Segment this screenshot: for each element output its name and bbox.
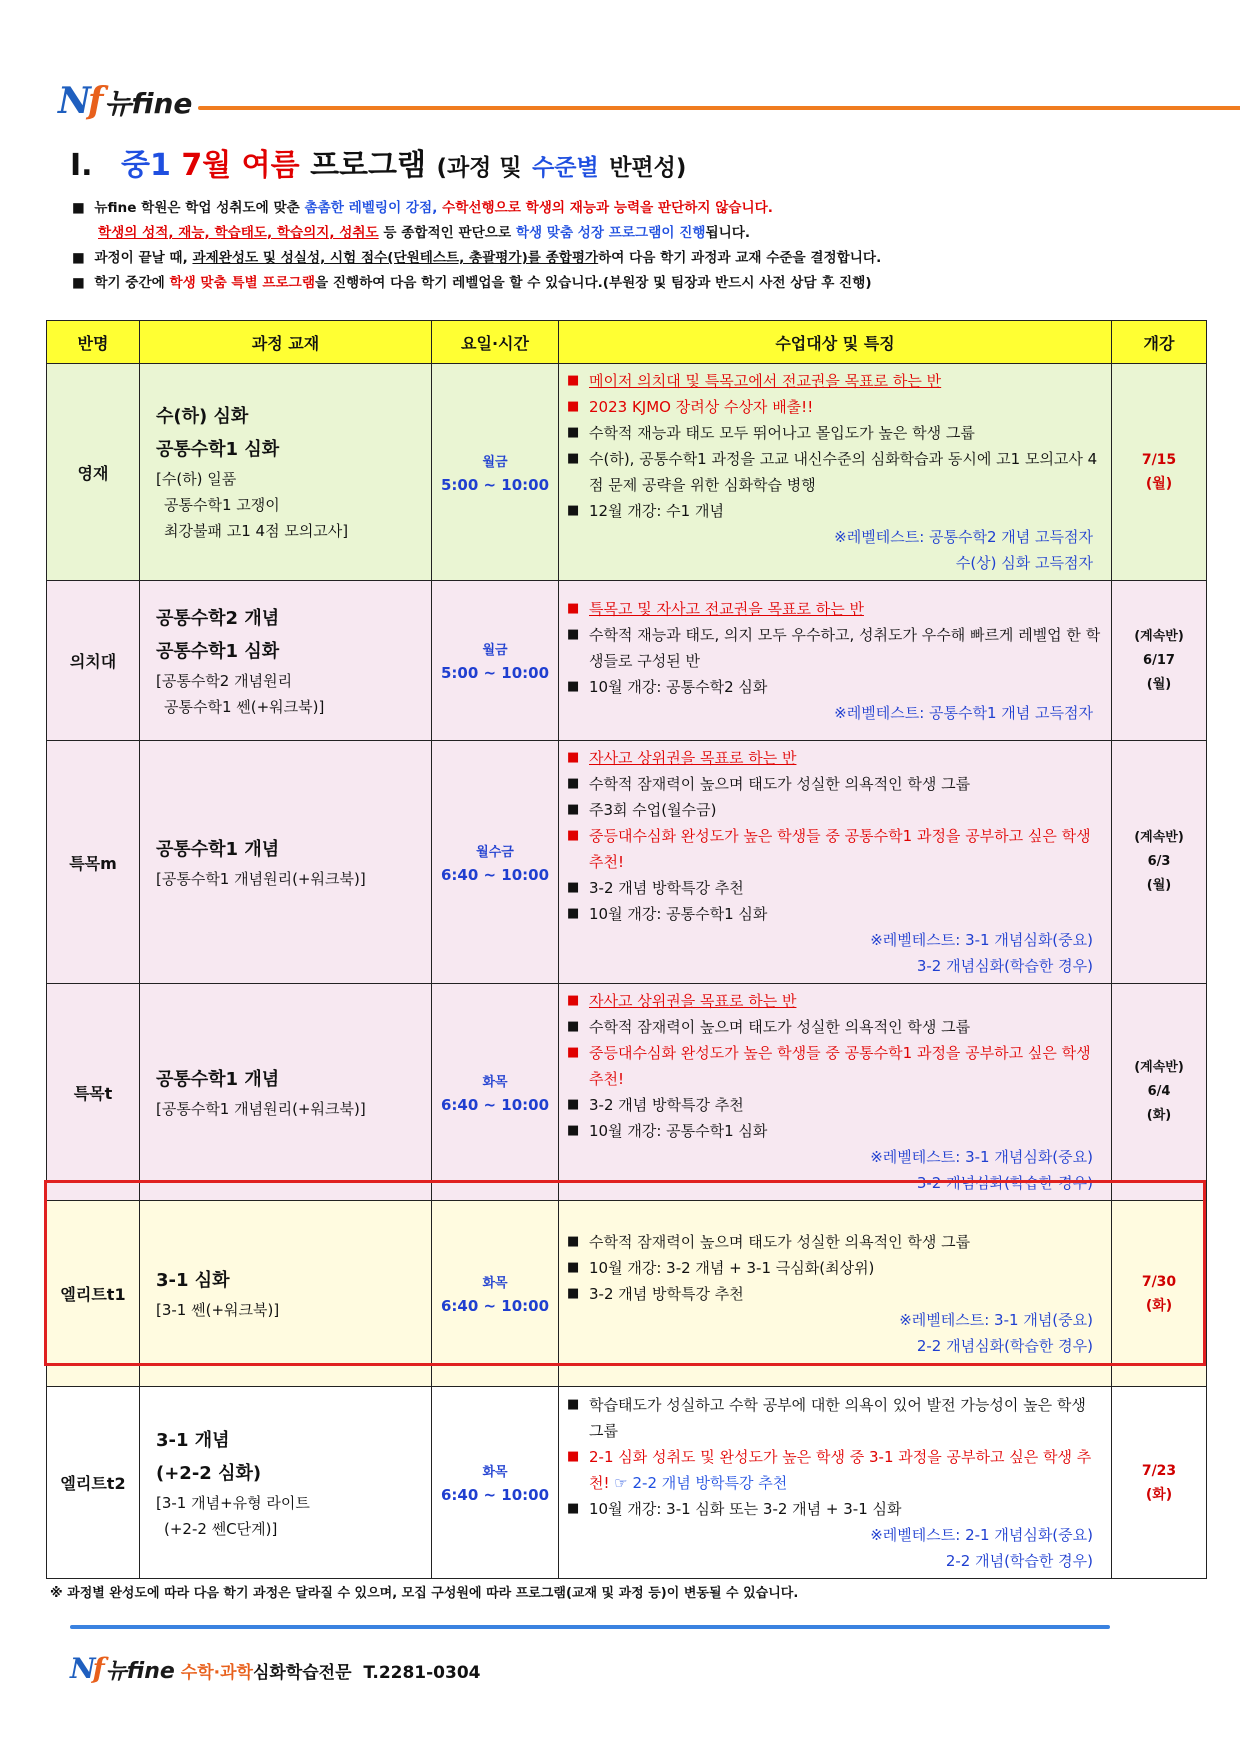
class-days: 화목	[482, 1074, 508, 1090]
level-test: 3-2 개념심화(학습한 경우)	[916, 957, 1093, 975]
note-2: ■ 과정이 끝날 때, 과제완성도 및 성실성, 시험 점수(단원테스트, 총괄평가)를 종합평가하여 다음 학기 과정과 교재 수준을 결정합니다.	[72, 250, 882, 266]
course-title: 공통수학2 개념	[156, 607, 280, 629]
logo-mark: Nf	[58, 80, 101, 122]
class-hours: 6:40 ~ 10:00	[440, 1095, 550, 1114]
course-title: 공통수학1 개념	[156, 1068, 280, 1090]
feature-item: ■ 10월 개강: 3-2 개념 + 3-1 극심화(최상위)	[567, 1255, 1101, 1281]
feature-item: ■ 3-2 개념 방학특강 추천	[567, 1281, 1101, 1307]
intro-notes	[72, 196, 1172, 296]
table-row	[47, 741, 1207, 984]
features-cell	[559, 364, 1112, 581]
textbook-name: 공통수학1 고쟁이	[164, 496, 280, 514]
textbook-name: [3-1 개념+유형 라이트	[156, 1493, 310, 1512]
level-test: ※레벨테스트: 3-1 개념심화(중요)	[870, 1148, 1093, 1166]
start-date: 7/23 (화)	[1112, 1387, 1207, 1579]
class-days: 화목	[482, 1465, 508, 1480]
level-test: ※레벨테스트: 공통수학1 개념 고득점자	[834, 703, 1093, 722]
schedule-table	[46, 320, 1207, 1579]
schedule-time	[432, 581, 559, 741]
textbook-name: [공통수학1 개념원리(+워크북)]	[156, 869, 366, 888]
level-test: 2-2 개념심화(학습한 경우)	[916, 1336, 1093, 1355]
textbook-cell	[140, 1201, 432, 1387]
level-test: ※레벨테스트: 3-1 개념(중요)	[899, 1310, 1093, 1329]
class-days: 월수금	[476, 844, 514, 860]
feature-item: ■ 수학적 잠재력이 높으며 태도가 성실한 의욕적인 학생 그룹	[567, 771, 1101, 797]
title-grade: 중1	[121, 148, 171, 183]
feature-item: ■ 자사고 상위권을 목표로 하는 반	[567, 988, 1101, 1014]
note-1b: 학생의 성적, 재능, 학습태도, 학습의지, 성취도 등 종합적인 판단으로 학생 맞춤 성장 프로그램이 진행됩니다.	[98, 225, 751, 241]
class-days: 월금	[482, 454, 508, 470]
class-hours: 6:40 ~ 10:00	[440, 1297, 550, 1315]
table-row	[47, 984, 1207, 1201]
title-program: 프로그램	[310, 148, 426, 183]
class-hours: 6:40 ~ 10:00	[440, 1486, 550, 1504]
textbook-cell	[140, 581, 432, 741]
feature-item: ■ 12월 개강: 수1 개념	[567, 498, 1101, 524]
feature-item: ■ 10월 개강: 공통수학1 심화	[567, 901, 1101, 927]
class-name: 특목t	[47, 984, 140, 1201]
footer-tagline: 수학·과학심화학습전문 T.2281-0304	[180, 1663, 481, 1683]
col-header-features: 수업대상 및 특징	[559, 321, 1112, 364]
col-header-open: 개강	[1112, 321, 1207, 364]
textbook-cell	[140, 741, 432, 984]
feature-item: ■ 메이저 의치대 및 특목고에서 전교권을 목표로 하는 반	[567, 368, 1101, 394]
textbook-name: 공통수학1 쎈(+워크북)]	[164, 697, 325, 716]
level-test: 3-2 개념심화(학습한 경우)	[916, 1174, 1093, 1192]
start-date: 7/15 (월)	[1112, 364, 1207, 581]
footnote: ※ 과정별 완성도에 따라 다음 학기 과정은 달라질 수 있으며, 모집 구성원에 따라 프로그램(교재 및 과정 등)이 변동될 수 있습니다.	[50, 1586, 799, 1601]
textbook-name: [공통수학1 개념원리(+워크북)]	[156, 1099, 366, 1118]
class-hours: 6:40 ~ 10:00	[440, 865, 550, 884]
level-test: ※레벨테스트: 2-1 개념심화(중요)	[870, 1525, 1093, 1544]
schedule-time	[432, 984, 559, 1201]
col-header-class: 반명	[47, 321, 140, 364]
footer	[70, 1652, 481, 1685]
schedule-time	[432, 1387, 559, 1579]
features-cell	[559, 741, 1112, 984]
footer-phone: T.2281-0304	[363, 1663, 481, 1683]
title-numeral: Ⅰ.	[70, 148, 93, 183]
class-name: 특목m	[47, 741, 140, 984]
level-test: 수(상) 심화 고득점자	[955, 554, 1093, 572]
feature-item: ■ 10월 개강: 공통수학1 심화	[567, 1118, 1101, 1144]
start-date: (계속반) 6/3 (월)	[1112, 741, 1207, 984]
textbook-name: [수(하) 일품	[156, 470, 237, 488]
feature-item: ■ 수학적 재능과 태도, 의지 모두 우수하고, 성취도가 우수해 빠르게 레벨업 한 학생들로 구성된 반	[567, 622, 1101, 674]
feature-item: ■ 3-2 개념 방학특강 추천	[567, 1092, 1101, 1118]
textbook-name: (+2-2 쎈C단계)]	[164, 1519, 278, 1538]
footer-logo-text: 뉴fine	[105, 1659, 175, 1684]
feature-item: ■ 학습태도가 성실하고 수학 공부에 대한 의욕이 있어 발전 가능성이 높은 학생 그룹	[567, 1392, 1101, 1444]
note-1: ■ 뉴fine 학원은 학업 성취도에 맞춘 촘촘한 레벨링이 강점, 수학선행으로 학생의 재능과 능력을 판단하지 않습니다.	[72, 200, 773, 216]
course-title: 공통수학1 심화	[156, 439, 280, 460]
feature-item: ■ 특목고 및 자사고 전교권을 목표로 하는 반	[567, 596, 1101, 622]
level-test: 2-2 개념(학습한 경우)	[945, 1551, 1093, 1570]
start-date: (계속반) 6/17 (월)	[1112, 581, 1207, 741]
features-cell	[559, 1387, 1112, 1579]
course-title: (+2-2 심화)	[156, 1462, 262, 1484]
feature-item: ■ 중등대수심화 완성도가 높은 학생들 중 공통수학1 과정을 공부하고 싶은 학생 추천!	[567, 1040, 1101, 1092]
class-hours: 5:00 ~ 10:00	[440, 664, 550, 682]
course-title: 수(하) 심화	[156, 406, 249, 427]
features-cell	[559, 1201, 1112, 1387]
feature-item: ■ 2023 KJMO 장려상 수상자 배출!!	[567, 394, 1101, 420]
footer-logo-mark: Nf	[70, 1652, 102, 1685]
col-header-book: 과정 교재	[140, 321, 432, 364]
class-name: 영재	[47, 364, 140, 581]
title-sub-close: 반편성)	[609, 155, 687, 181]
start-date: 7/30 (화)	[1112, 1201, 1207, 1387]
logo-text: 뉴fine	[104, 87, 193, 120]
header	[58, 80, 1208, 120]
textbook-cell	[140, 1387, 432, 1579]
header-divider	[198, 106, 1240, 110]
class-name: 엘리트t2	[47, 1387, 140, 1579]
schedule-time	[432, 1201, 559, 1387]
features-cell	[559, 984, 1112, 1201]
table-row	[47, 364, 1207, 581]
title-sub-level: 수준별	[532, 155, 599, 181]
feature-item: ■ 10월 개강: 3-1 심화 또는 3-2 개념 + 3-1 심화	[567, 1496, 1101, 1522]
class-days: 월금	[482, 643, 508, 658]
class-name: 엘리트t1	[47, 1201, 140, 1387]
feature-item: ■ 수학적 재능과 태도 모두 뛰어나고 몰입도가 높은 학생 그룹	[567, 420, 1101, 446]
feature-item: ■ 수(하), 공통수학1 과정을 고교 내신수준의 심화학습과 동시에 고1 모의고사 4점 문제 공략을 위한 심화학습 병행	[567, 446, 1101, 498]
page-title	[70, 140, 686, 184]
feature-item: ■ 수학적 잠재력이 높으며 태도가 성실한 의욕적인 학생 그룹	[567, 1014, 1101, 1040]
class-name: 의치대	[47, 581, 140, 741]
feature-item: ■ 중등대수심화 완성도가 높은 학생들 중 공통수학1 과정을 공부하고 싶은 학생 추천!	[567, 823, 1101, 875]
table-row	[47, 1387, 1207, 1579]
brand-logo	[58, 80, 192, 122]
feature-item: ■ 10월 개강: 공통수학2 심화	[567, 674, 1101, 700]
table-header-row	[47, 321, 1207, 364]
course-title: 공통수학1 개념	[156, 838, 280, 860]
feature-item: ■ 수학적 잠재력이 높으며 태도가 성실한 의욕적인 학생 그룹	[567, 1229, 1101, 1255]
textbook-name: 최강불패 고1 4점 모의고사]	[164, 522, 349, 540]
schedule-time	[432, 364, 559, 581]
level-test: ※레벨테스트: 3-1 개념심화(중요)	[870, 931, 1093, 949]
class-hours: 5:00 ~ 10:00	[440, 475, 550, 494]
title-season: 여름	[241, 148, 300, 183]
start-date: (계속반) 6/4 (화)	[1112, 984, 1207, 1201]
col-header-time: 요일·시간	[432, 321, 559, 364]
schedule-time	[432, 741, 559, 984]
feature-item: ■ 3-2 개념 방학특강 추천	[567, 875, 1101, 901]
footer-divider	[70, 1625, 1110, 1629]
class-days: 화목	[482, 1276, 508, 1291]
title-sub-open: (과정 및	[436, 155, 522, 181]
textbook-name: [공통수학2 개념원리	[156, 671, 293, 690]
table-row	[47, 581, 1207, 741]
textbook-name: [3-1 쎈(+워크북)]	[156, 1301, 280, 1319]
feature-item: ■ 주3회 수업(월수금)	[567, 797, 1101, 823]
features-cell	[559, 581, 1112, 741]
textbook-cell	[140, 364, 432, 581]
course-title: 3-1 심화	[156, 1270, 230, 1291]
feature-item: ■ 자사고 상위권을 목표로 하는 반	[567, 745, 1101, 771]
textbook-cell	[140, 984, 432, 1201]
table-row	[47, 1201, 1207, 1387]
title-month: 7월	[181, 148, 232, 183]
feature-item: ■ 2-1 심화 성취도 및 완성도가 높은 학생 중 3-1 과정을 공부하고 싶은 학생 추천! ☞ 2-2 개념 방학특강 추천	[567, 1444, 1101, 1496]
note-3: ■ 학기 중간에 학생 맞춤 특별 프로그램을 진행하여 다음 학기 레벨업을 할 수 있습니다.(부원장 및 팀장과 반드시 사전 상담 후 진행)	[72, 275, 872, 291]
course-title: 공통수학1 심화	[156, 640, 280, 662]
course-title: 3-1 개념	[156, 1429, 230, 1451]
level-test: ※레벨테스트: 공통수학2 개념 고득점자	[834, 528, 1093, 546]
